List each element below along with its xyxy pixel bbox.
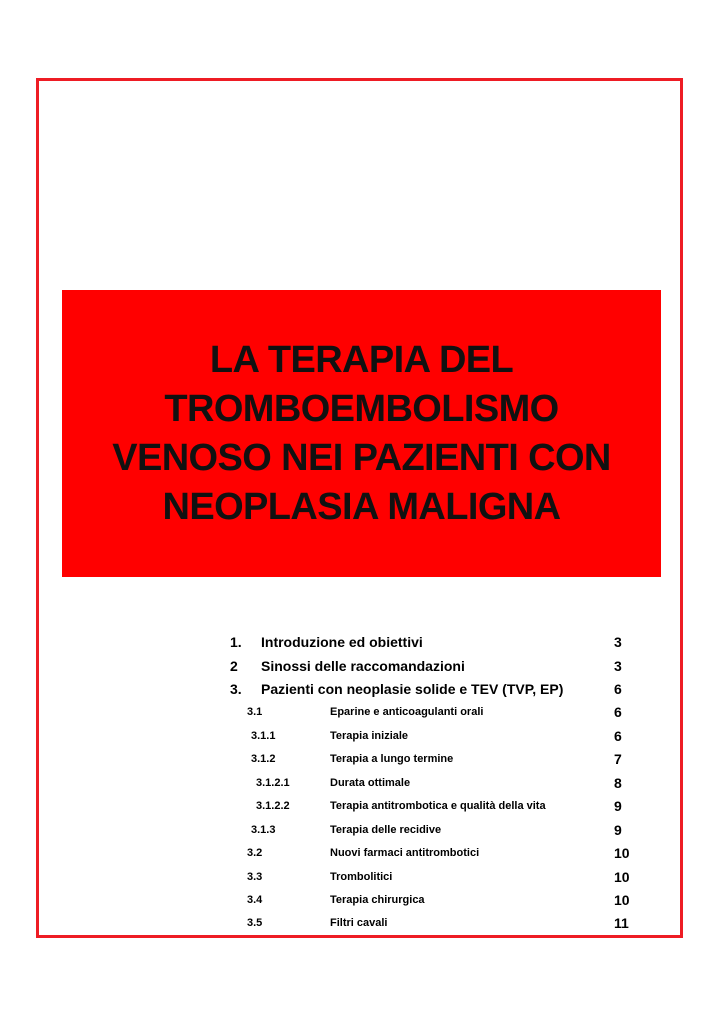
toc-entry-page: 10 bbox=[614, 869, 630, 885]
toc-entry-label: Filtri cavali bbox=[330, 917, 388, 929]
toc-entry-label: Durata ottimale bbox=[330, 777, 411, 789]
toc-entry-number: 3.1.2.1 bbox=[256, 777, 290, 789]
toc-entry-label: Terapia a lungo termine bbox=[330, 753, 454, 765]
toc-entry[interactable] bbox=[0, 775, 724, 797]
toc-entry[interactable] bbox=[0, 634, 724, 656]
toc-entry-label: Terapia chirurgica bbox=[330, 894, 425, 906]
toc-entry-page: 7 bbox=[614, 751, 622, 767]
toc-entry-number: 3. bbox=[230, 681, 242, 697]
toc-entry[interactable] bbox=[0, 704, 724, 726]
toc-entry-page: 8 bbox=[614, 775, 622, 791]
toc-entry-number: 3.3 bbox=[247, 871, 263, 883]
toc-entry-page: 3 bbox=[614, 658, 622, 674]
toc-entry[interactable] bbox=[0, 845, 724, 867]
toc-entry-label: Terapia iniziale bbox=[330, 730, 409, 742]
toc-entry-page: 10 bbox=[614, 845, 630, 861]
document-title bbox=[112, 336, 611, 532]
toc-entry-page: 9 bbox=[614, 822, 622, 838]
toc-entry-page: 6 bbox=[614, 681, 622, 697]
toc-entry-page: 11 bbox=[614, 915, 629, 931]
toc-entry-label: Nuovi farmaci antitrombotici bbox=[330, 847, 480, 859]
toc-entry-label: Terapia delle recidive bbox=[330, 824, 442, 836]
toc-entry-page: 10 bbox=[614, 892, 630, 908]
toc-entry-page: 9 bbox=[614, 798, 622, 814]
toc-entry-label: Introduzione ed obiettivi bbox=[261, 634, 423, 650]
title-line: VENOSO NEI PAZIENTI CON bbox=[112, 436, 611, 479]
toc-entry-number: 1. bbox=[230, 634, 242, 650]
toc-entry-page: 6 bbox=[614, 728, 622, 744]
toc-entry-label: Pazienti con neoplasie solide e TEV (TVP, EP) bbox=[261, 681, 564, 697]
toc-entry-number: 3.1 bbox=[247, 706, 263, 718]
title-line: LA TERAPIA DEL bbox=[209, 338, 514, 381]
toc-entry[interactable] bbox=[0, 728, 724, 750]
toc-entry-page: 3 bbox=[614, 634, 622, 650]
toc-entry[interactable] bbox=[0, 892, 724, 914]
toc-entry-number: 3.1.2.2 bbox=[256, 800, 290, 812]
toc-entry-number: 3.1.3 bbox=[251, 824, 276, 836]
toc-entry[interactable] bbox=[0, 798, 724, 820]
toc-entry-label: Eparine e anticoagulanti orali bbox=[330, 706, 484, 718]
toc-entry-page: 6 bbox=[614, 704, 622, 720]
title-line: NEOPLASIA MALIGNA bbox=[162, 485, 561, 528]
title-line: TROMBOEMBOLISMO bbox=[164, 387, 559, 430]
toc-entry-number: 3.1.1 bbox=[251, 730, 276, 742]
toc-entry[interactable] bbox=[0, 869, 724, 891]
toc-entry-number: 3.1.2 bbox=[251, 753, 276, 765]
toc-entry[interactable] bbox=[0, 658, 724, 680]
toc-entry-number: 3.5 bbox=[247, 917, 263, 929]
toc-entry[interactable] bbox=[0, 751, 724, 773]
toc-entry-number: 3.4 bbox=[247, 894, 263, 906]
title-banner bbox=[62, 290, 661, 577]
toc-entry-number: 3.2 bbox=[247, 847, 263, 859]
toc-entry[interactable] bbox=[0, 822, 724, 844]
toc-entry[interactable] bbox=[0, 915, 724, 937]
toc-entry-label: Trombolitici bbox=[330, 871, 393, 883]
toc-entry[interactable] bbox=[0, 681, 724, 703]
toc-entry-number: 2 bbox=[230, 658, 238, 674]
toc-entry-label: Terapia antitrombotica e qualità della vita bbox=[330, 800, 546, 812]
toc-entry-label: Sinossi delle raccomandazioni bbox=[261, 658, 465, 674]
